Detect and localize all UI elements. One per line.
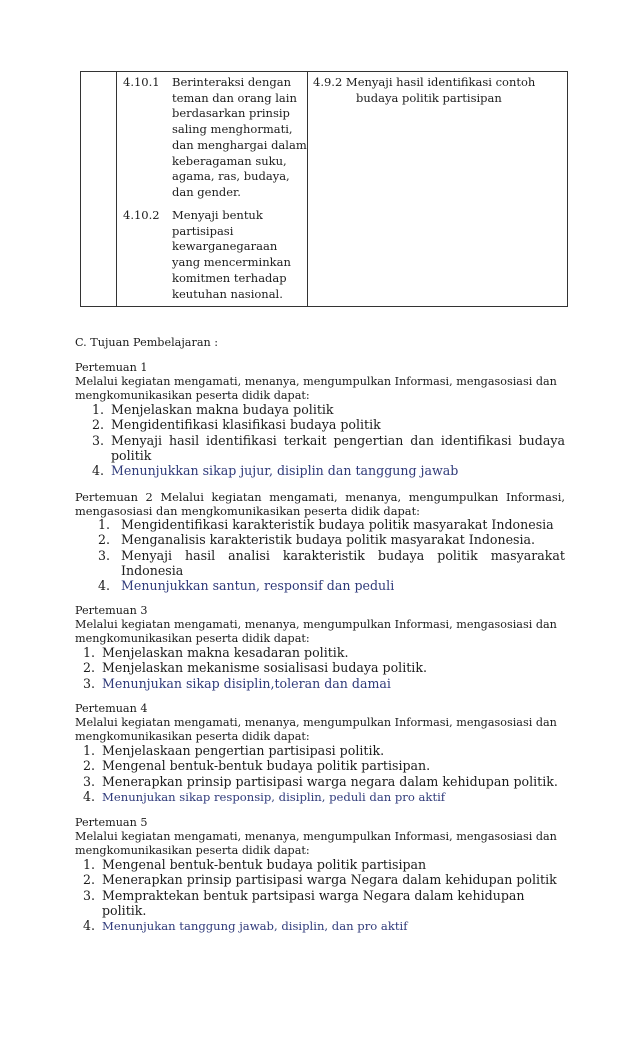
meeting-intro: Melalui kegiatan mengamati, menanya, mengumpulkan Informasi, mengasosiasi dan mengkomunikasikan peserta didik dapat: bbox=[75, 375, 557, 402]
list-item: 2. Mengidentifikasi klasifikasi budaya politik bbox=[92, 417, 381, 433]
meeting-title: Pertemuan 4 bbox=[75, 702, 148, 715]
list-item: 2. Menjelaskan mekanisme sosialisasi budaya politik. bbox=[83, 660, 427, 676]
list-item: 3. Mempraktekan bentuk partsipasi warga Negara dalam kehidupan politik. bbox=[83, 887, 525, 918]
meeting-intro: Melalui kegiatan mengamati, menanya, mengumpulkan Informasi, mengasosiasi dan mengkomunikasikan peserta didik dapat: bbox=[75, 830, 557, 857]
meeting-title: Pertemuan 5 bbox=[75, 816, 148, 829]
competency-table bbox=[80, 71, 568, 307]
list-item: 4. Menunjukan tanggung jawab, disiplin, dan pro aktif bbox=[83, 918, 408, 934]
list-item: 1. Mengidentifikasi karakteristik budaya politik masyarakat Indonesia bbox=[98, 517, 554, 532]
list-item: 2. Menganalisis karakteristik budaya politik masyarakat Indonesia. bbox=[98, 532, 536, 548]
indicator-text: Berinteraksi dengan teman dan orang lain berdasarkan prinsip saling menghormati, dan menghargai dalam keberagaman suku, agama, ras, budaya, dan gender. bbox=[172, 75, 307, 199]
list-item: 1. Menjelaskan makna kesadaran politik. bbox=[83, 645, 349, 660]
objective-list bbox=[83, 857, 565, 934]
objective-list bbox=[83, 743, 565, 805]
list-item: 3. Menerapkan prinsip partisipasi warga negara dalam kehidupan politik. bbox=[83, 773, 558, 789]
list-item: 3. Menyaji hasil identifikasi terkait pengertian dan identifikasi budaya politik bbox=[92, 432, 565, 463]
list-item: 2. Menerapkan prinsip partisipasi warga Negara dalam kehidupan politik bbox=[83, 872, 557, 888]
list-item: 4. Menunjukan sikap responsip, disiplin, peduli dan pro aktif bbox=[83, 788, 446, 804]
list-item: 4. Menunjukkan sikap jujur, disiplin dan tanggung jawab bbox=[92, 463, 459, 479]
table-divider bbox=[116, 72, 117, 306]
list-item: 3. Menyaji hasil analisi karakteristik budaya politik masyarakat Indonesia bbox=[98, 547, 565, 578]
indicator-number: 4.10.2 bbox=[123, 208, 160, 222]
indicator-text: Menyaji bentuk partisipasi kewarganegaraan yang mencerminkan komitmen terhadap keutuhan nasional. bbox=[172, 208, 291, 301]
indicator-number: 4.10.1 bbox=[123, 75, 160, 89]
list-item: 1. Menjelaskaan pengertian partisipasi politik. bbox=[83, 743, 385, 758]
right-cell-line: budaya politik partisipan bbox=[356, 90, 502, 105]
list-item: 1. Menjelaskan makna budaya politik bbox=[92, 402, 334, 417]
meeting-intro: Melalui kegiatan mengamati, menanya, mengumpulkan Informasi, mengasosiasi dan mengkomunikasikan peserta didik dapat: bbox=[75, 716, 557, 743]
meeting-title: Pertemuan 2 bbox=[75, 490, 153, 504]
meeting-intro: Melalui kegiatan mengamati, menanya, mengumpulkan Informasi, mengasosiasi dan mengkomunikasikan peserta didik dapat: bbox=[75, 618, 557, 645]
right-cell-line: 4.9.2 Menyaji hasil identifikasi contoh bbox=[313, 75, 536, 89]
objective-list bbox=[83, 645, 565, 691]
meeting-intro-block bbox=[75, 490, 565, 518]
table-divider bbox=[307, 72, 308, 306]
table-right-cell bbox=[313, 75, 563, 106]
objective-list bbox=[98, 517, 565, 593]
list-item: 3. Menunjukan sikap disiplin,toleran dan damai bbox=[83, 675, 391, 691]
list-item: 1. Mengenal bentuk-bentuk budaya politik partisipan bbox=[83, 857, 427, 872]
meeting-intro: Melalui kegiatan mengamati, menanya, mengumpulkan Informasi, mengasosiasi dan mengkomunikasikan peserta didik dapat: bbox=[75, 490, 566, 518]
objective-list bbox=[92, 402, 565, 478]
meeting-title: Pertemuan 3 bbox=[75, 604, 148, 617]
list-item: 4. Menunjukkan santun, responsif dan peduli bbox=[98, 578, 395, 594]
list-item: 2. Mengenal bentuk-bentuk budaya politik partisipan. bbox=[83, 758, 431, 774]
meeting-title: Pertemuan 1 bbox=[75, 361, 148, 374]
section-heading: C. Tujuan Pembelajaran : bbox=[75, 336, 219, 349]
